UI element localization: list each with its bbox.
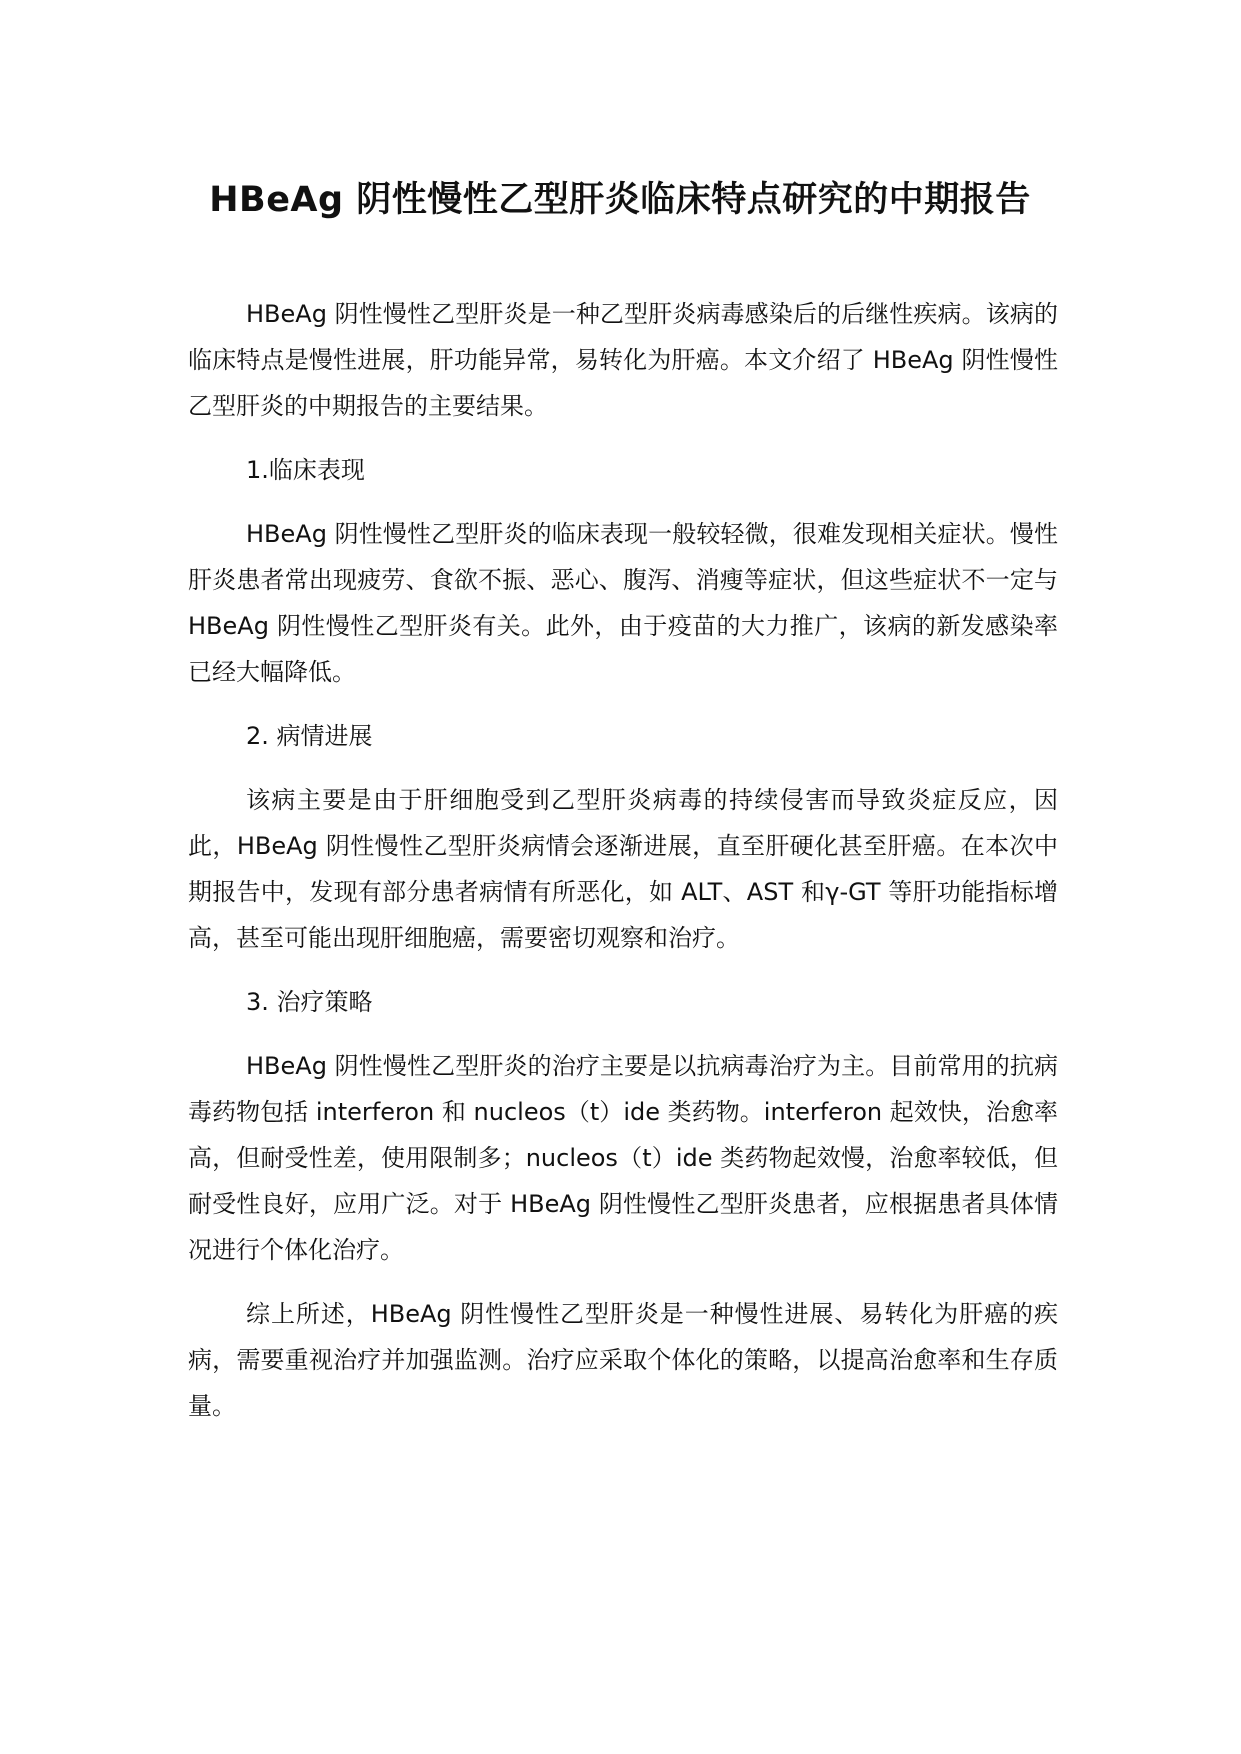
section-body-disease-progression: 该病主要是由于肝细胞受到乙型肝炎病毒的持续侵害而导致炎症反应，因此，HBeAg 阴性慢性乙型肝炎病情会逐渐进展，直至肝硬化甚至肝癌。在本次中期报告中，发现有部分患者病情有所恶化，如 ALT、AST 和γ-GT 等肝功能指标增高，甚至可能出现肝细胞癌，需要密切观察和治疗。 xyxy=(188,786,1058,952)
section-body-treatment-strategy: HBeAg 阴性慢性乙型肝炎的治疗主要是以抗病毒治疗为主。目前常用的抗病毒药物包括 interferon 和 nucleos（t）ide 类药物。interferon 起效快，治愈率高，但耐受性差，使用限制多；nucleos（t）ide 类药物起效慢，治愈率较低，但耐受性良好，应用广泛。对于 HBeAg 阴性慢性乙型肝炎患者，应根据患者具体情况进行个体化治疗。 xyxy=(188,1052,1058,1264)
section-heading-treatment-strategy: 3. 治疗策略 xyxy=(246,988,373,1016)
section-heading-clinical-manifestations: 1.临床表现 xyxy=(246,456,365,484)
section-heading-disease-progression: 2. 病情进展 xyxy=(246,722,373,750)
document-title: HBeAg 阴性慢性乙型肝炎临床特点研究的中期报告 xyxy=(209,180,1031,220)
conclusion-paragraph: 综上所述，HBeAg 阴性慢性乙型肝炎是一种慢性进展、易转化为肝癌的疾病，需要重视治疗并加强监测。治疗应采取个体化的策略，以提高治愈率和生存质量。 xyxy=(188,1300,1058,1420)
document-body xyxy=(188,291,1058,1447)
intro-paragraph: HBeAg 阴性慢性乙型肝炎是一种乙型肝炎病毒感染后的后继性疾病。该病的临床特点是慢性进展，肝功能异常，易转化为肝癌。本文介绍了 HBeAg 阴性慢性乙型肝炎的中期报告的主要结果。 xyxy=(188,300,1058,420)
section-body-clinical-manifestations: HBeAg 阴性慢性乙型肝炎的临床表现一般较轻微，很难发现相关症状。慢性肝炎患者常出现疲劳、食欲不振、恶心、腹泻、消瘦等症状，但这些症状不一定与 HBeAg 阴性慢性乙型肝炎有关。此外，由于疫苗的大力推广，该病的新发感染率已经大幅降低。 xyxy=(188,520,1058,686)
